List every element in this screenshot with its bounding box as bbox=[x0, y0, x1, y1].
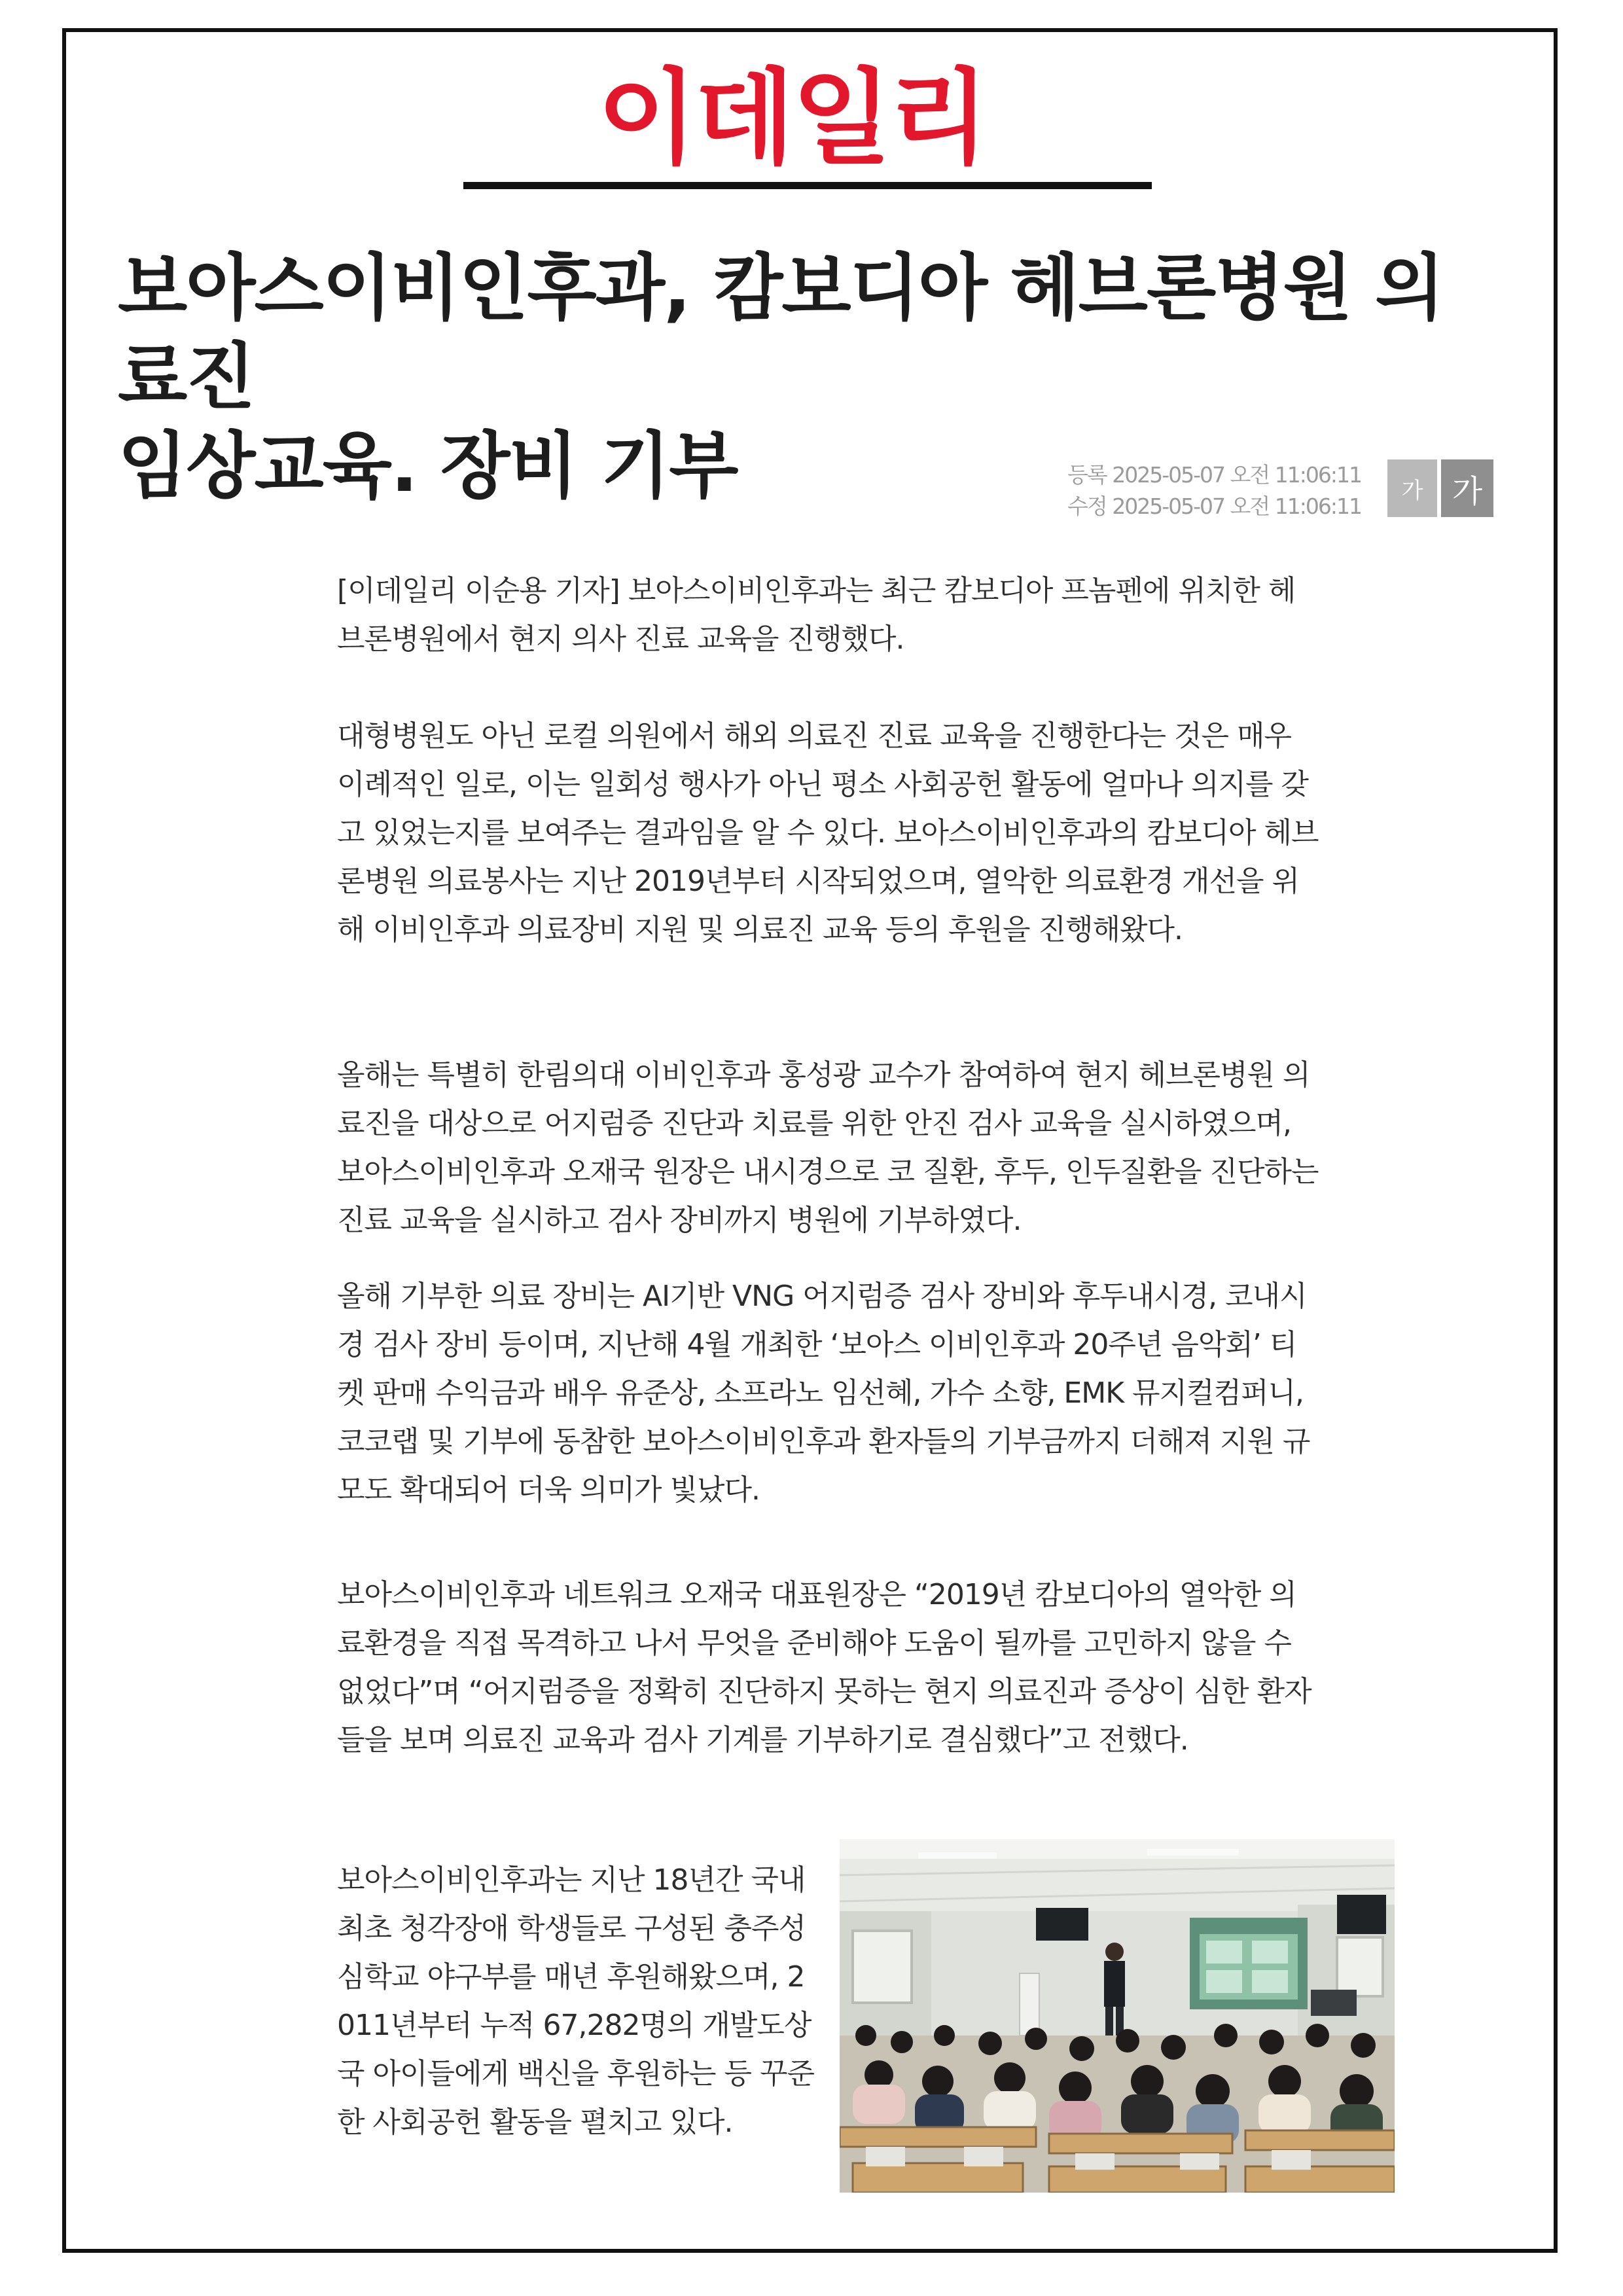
font-size-large-button[interactable]: 가 bbox=[1441, 459, 1493, 517]
article-paragraph: [이데일리 이순용 기자] 보아스이비인후과는 최근 캄보디아 프놈펜에 위치한 헤브론병원에서 현지 의사 진료 교육을 진행했다. bbox=[337, 574, 1296, 656]
font-size-small-button[interactable]: 가 bbox=[1387, 459, 1437, 517]
article-paragraph: 보아스이비인후과는 지난 18년간 국내 최초 청각장애 학생들로 구성된 충주성심학교 야구부를 매년 후원해왔으며, 2011년부터 누적 67,282명의 개발도상국 아이들에게 백신을 후원하는 등 꾸준한 사회공헌 활동을 펼치고 있다. bbox=[337, 1863, 814, 2139]
headline-line-1: 보아스이비인후과, 캄보디아 헤브론병원 의료진 bbox=[118, 246, 1444, 419]
registered-date: 등록 2025-05-07 오전 11:06:11 bbox=[1067, 462, 1361, 488]
modified-date: 수정 2025-05-07 오전 11:06:11 bbox=[1067, 493, 1361, 519]
masthead-divider bbox=[463, 182, 1152, 189]
article-paragraph: 올해 기부한 의료 장비는 AI기반 VNG 어지럼증 검사 장비와 후두내시경, 코내시경 검사 장비 등이며, 지난해 4월 개최한 ‘보아스 이비인후과 20주년 음악회’ 티켓 판매 수익금과 배우 유준상, 소프라노 임선혜, 가수 소향, EMK 뮤지컬컴퍼니, 코코랩 및 기부에 동참한 보아스이비인후과 환자들의 기부금까지 더해져 지원 규모도 확대되어 더욱 의미가 빛났다. bbox=[337, 1280, 1310, 1507]
article-paragraph: 보아스이비인후과 네트워크 오재국 대표원장은 “2019년 캄보디아의 열악한 의료환경을 직접 목격하고 나서 무엇을 준비해야 도움이 될까를 고민하지 않을 수 없었다”며 “어지럼증을 정확히 진단하지 못하는 현지 의료진과 증상이 심한 환자들을 보며 의료진 교육과 검사 기계를 기부하기로 결심했다”고 전했다. bbox=[337, 1578, 1311, 1757]
article-paragraph: 대형병원도 아닌 로컬 의원에서 해외 의료진 진료 교육을 진행한다는 것은 매우 이례적인 일로, 이는 일회성 행사가 아닌 평소 사회공헌 활동에 얼마나 의지를 갖고 있었는지를 보여주는 결과임을 알 수 있다. 보아스이비인후과의 캄보디아 헤브론병원 의료봉사는 지난 2019년부터 시작되었으며, 열악한 의료환경 개선을 위해 이비인후과 의료장비 지원 및 의료진 교육 등의 후원을 진행해왔다. bbox=[337, 719, 1319, 946]
lecture-photo bbox=[840, 1839, 1395, 2193]
article-dates bbox=[1060, 459, 1361, 522]
article-paragraph: 올해는 특별히 한림의대 이비인후과 홍성광 교수가 참여하여 현지 헤브론병원 의료진을 대상으로 어지럼증 진단과 치료를 위한 안진 검사 교육을 실시하였으며, 보아스이비인후과 오재국 원장은 내시경으로 코 질환, 후두, 인두질환을 진단하는 진료 교육을 실시하고 검사 장비까지 병원에 기부하였다. bbox=[337, 1058, 1319, 1237]
headline-line-2: 임상교육. 장비 기부 bbox=[118, 424, 738, 508]
lecture-photo-illustration bbox=[840, 1839, 1395, 2193]
edaily-logo[interactable]: 이데일리 bbox=[597, 58, 987, 179]
